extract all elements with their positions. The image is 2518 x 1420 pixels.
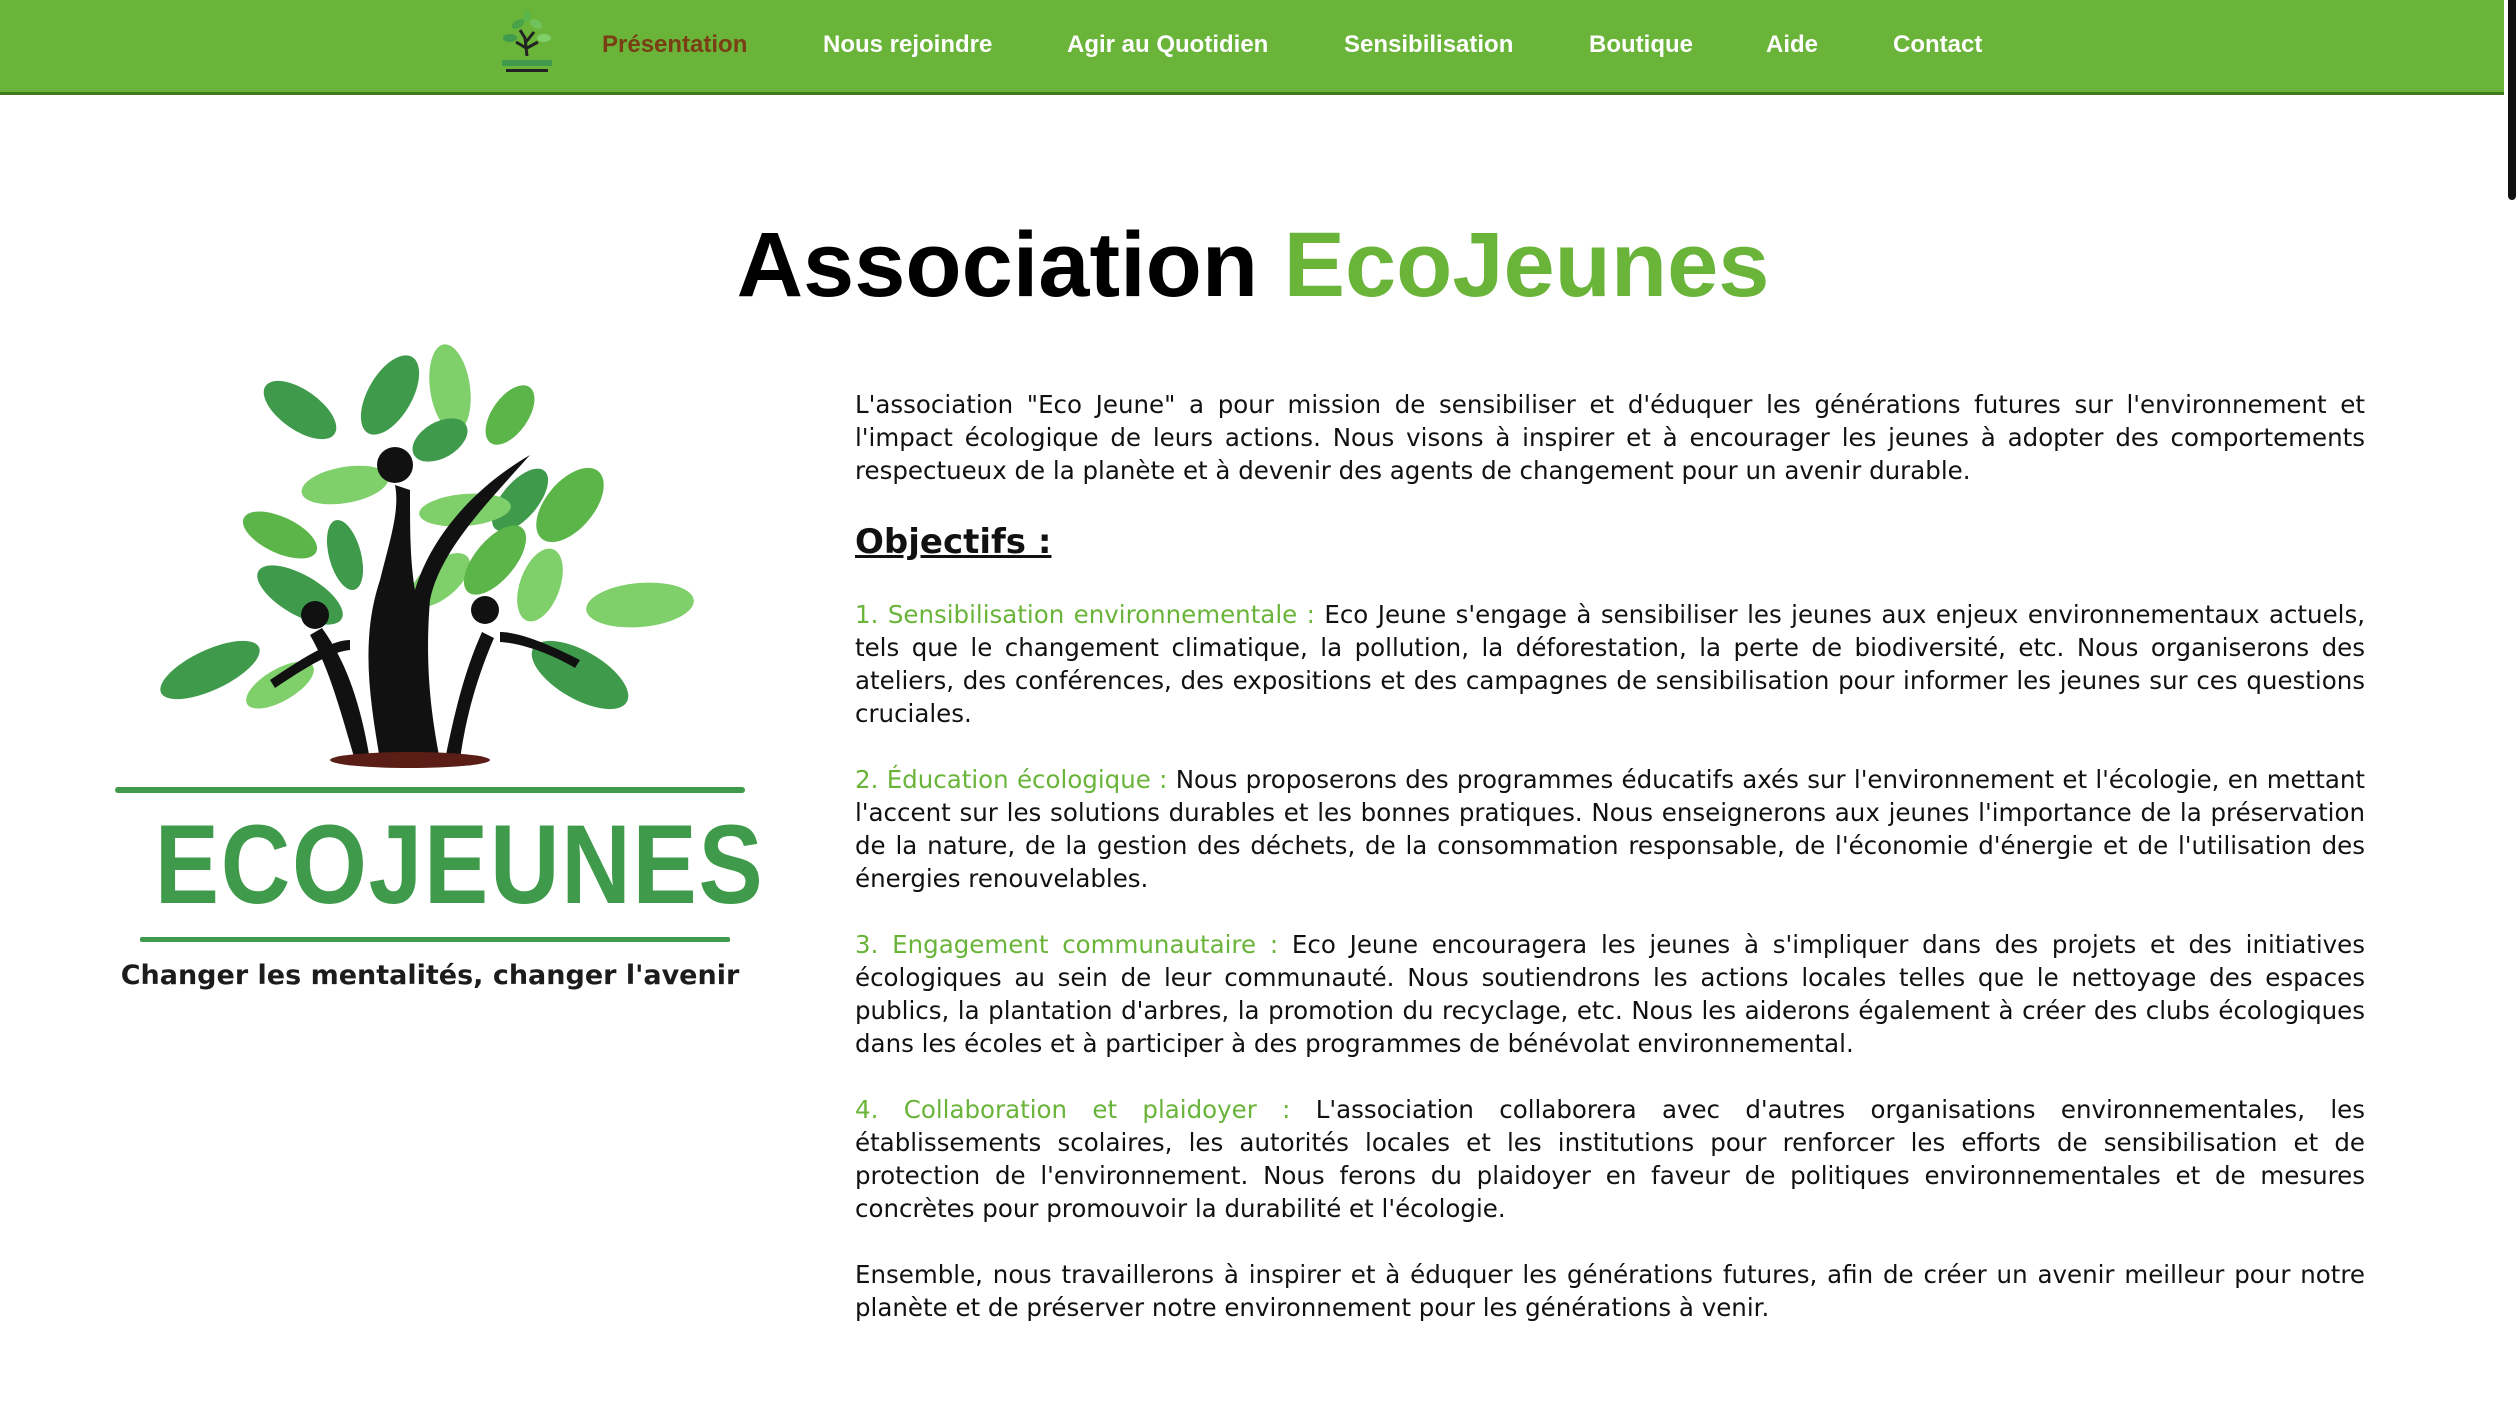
objective-item [855, 928, 2365, 1060]
main-content [855, 388, 2365, 1357]
objective-item [855, 598, 2365, 730]
intro-paragraph: L'association "Eco Jeune" a pour mission de sensibiliser et d'éduquer les générations futures sur l'environnement et l'impact écologique de leurs actions. Nous visons à inspirer et à encourager les jeunes à adopter des comportements respectueux de la planète et à devenir des agents de changement pour un avenir durable. [855, 390, 2365, 485]
page-title-accent: EcoJeunes [1283, 214, 1770, 316]
ecojeunes-logo [110, 340, 765, 1020]
objective-text: L'association collaborera avec d'autres organisations environnementales, les établissements scolaires, les autorités locales et les institutions pour renforcer les efforts de sensibilisation et de protection de l'environnement. Nous ferons du plaidoyer en faveur de politiques environnementales et de mesures concrètes pour promouvoir la durabilité et l'écologie. [855, 1095, 2365, 1223]
objective-label: 2. Éducation écologique : [855, 765, 1176, 794]
objective-label: 1. Sensibilisation environnementale : [855, 600, 1325, 629]
scrollbar[interactable] [2504, 0, 2518, 1420]
page-title-main: Association [736, 214, 1284, 316]
nav-item-presentation[interactable]: Présentation [602, 31, 748, 58]
scrollbar-thumb[interactable] [2508, 0, 2516, 200]
objective-text: Eco Jeune encouragera les jeunes à s'impliquer dans des projets et des initiatives écologiques au sein de leur communauté. Nous soutiendrons les actions locales telles que le nettoyage des espaces publics, la plantation d'arbres, la promotion du recyclage, etc. Nous les aiderons également à créer des clubs écologiques dans les écoles et à participer à des programmes de bénévolat environnemental. [855, 930, 2365, 1058]
nav-item-boutique[interactable]: Boutique [1589, 31, 1693, 58]
logo-wordmark: ECOJEUNES [154, 802, 765, 927]
objective-text: Nous proposerons des programmes éducatifs axés sur l'environnement et l'écologie, en mettant l'accent sur les solutions durables et les bonnes pratiques. Nous enseignerons aux jeunes l'importance de la préservation de la nature, de la gestion des déchets, de la consommation responsable, de l'économie d'énergie et de l'utilisation des énergies renouvelables. [855, 765, 2365, 893]
top-navbar [0, 0, 2518, 95]
objective-item [855, 1093, 2365, 1225]
objective-label: 3. Engagement communautaire : [855, 930, 1292, 959]
nav-item-aide[interactable]: Aide [1766, 31, 1819, 58]
nav-item-sensibilisation[interactable]: Sensibilisation [1344, 31, 1514, 58]
nav-item-nous-rejoindre[interactable]: Nous rejoindre [823, 31, 993, 58]
logo-underline-divider [140, 936, 730, 944]
objectives-heading: Objectifs : [855, 522, 1052, 562]
nav-item-agir-au-quotidien[interactable]: Agir au Quotidien [1067, 31, 1269, 58]
objective-label: 4. Collaboration et plaidoyer : [855, 1095, 1316, 1124]
tree-logo-icon [110, 340, 750, 800]
logo-tagline: Changer les mentalités, changer l'avenir [120, 960, 740, 991]
nav-logo[interactable] [496, 8, 558, 80]
nav-item-contact[interactable]: Contact [1893, 31, 1983, 58]
objective-text: Eco Jeune s'engage à sensibiliser les jeunes aux enjeux environnementaux actuels, tels que le changement climatique, la pollution, la déforestation, la perte de biodiversité, etc. Nous organiserons des ateliers, des conférences, des expositions et des campagnes de sensibilisation pour informer les jeunes sur ces questions cruciales. [855, 600, 2366, 728]
objective-item [855, 763, 2365, 895]
page-title [0, 210, 2506, 320]
conclusion-paragraph: Ensemble, nous travaillerons à inspirer et à éduquer les générations futures, afin de créer un avenir meilleur pour notre planète et de préserver notre environnement pour les générations à venir. [855, 1260, 2365, 1322]
